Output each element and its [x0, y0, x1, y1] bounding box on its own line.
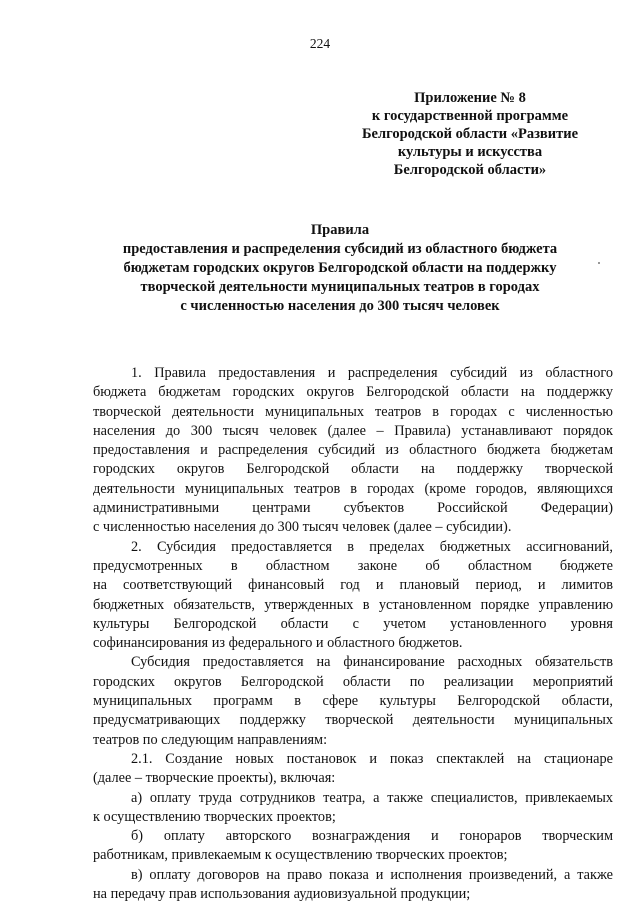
rules-title-line: творческой деятельности муниципальных театров в городах	[140, 279, 540, 295]
rules-title-line: предоставления и распределения субсидий из областного бюджета	[122, 241, 558, 257]
appendix-line: к государственной программе	[371, 108, 569, 124]
body-line: работникам, привлекаемым к осуществлению творческих проектов;	[93, 847, 508, 864]
body-line: городских округов Белгородской области по реализации мероприятий	[93, 673, 613, 690]
body-line: 2.1. Создание новых постановок и показ спектаклей на стационаре	[131, 750, 613, 767]
body-line: городских округов Белгородской области на поддержку творческой	[93, 461, 613, 478]
appendix-line: Приложение № 8	[414, 90, 526, 106]
body-line: с численностью населения до 300 тысяч человек (далее – субсидии).	[93, 519, 512, 536]
scan-artifact	[598, 262, 600, 264]
body-line: предоставления и распределения субсидий из областного бюджета бюджетам	[93, 442, 613, 459]
rules-title-line: с численностью населения до 300 тысяч человек	[180, 298, 500, 314]
appendix-line: культуры и искусства	[397, 144, 543, 160]
body-line: театров по следующим направлениям:	[93, 731, 328, 748]
body-line: административными центрами субъектов Российской Федерации)	[93, 500, 613, 517]
body-line: творческой деятельности муниципальных театров в городах с численностью	[93, 403, 613, 420]
body-line: в) оплату договоров на право показа и исполнения произведений, а также	[131, 866, 613, 883]
rules-title-line: Правила	[310, 222, 370, 238]
body-line: предусматривающих поддержку творческой деятельности муниципальных	[93, 712, 613, 729]
body-line: бюджетных обязательств, утвержденных в установленном порядке управлению	[93, 596, 613, 613]
body-line: муниципальных программ в сфере культуры Белгородской области,	[93, 693, 613, 710]
rules-title	[75, 221, 605, 316]
body-line: (далее – творческие проекты), включая:	[93, 770, 336, 787]
body-line: деятельности муниципальных театров в городах (кроме городов, являющихся	[93, 480, 613, 497]
body-line: 1. Правила предоставления и распределения субсидий из областного	[131, 365, 613, 381]
page-number: 224	[309, 36, 331, 51]
body-line: а) оплату труда сотрудников театра, а также специалистов, привлекаемых	[131, 789, 613, 806]
appendix-header	[330, 89, 610, 179]
appendix-line: Белгородской области «Развитие	[361, 126, 579, 142]
rules-title-line: бюджетам городских округов Белгородской области на поддержку	[123, 260, 557, 276]
body-line: б) оплату авторского вознаграждения и гонораров творческим	[131, 828, 613, 845]
body-line: на передачу прав использования аудиовизуальной продукции;	[93, 886, 471, 903]
body-line: бюджета бюджетам городских округов Белгородской области на поддержку	[93, 384, 613, 401]
body-line: 2. Субсидия предоставляется в пределах бюджетных ассигнований,	[131, 538, 613, 555]
body-line: предусмотренных в областном законе об областном бюджете	[93, 557, 613, 574]
body-text	[93, 364, 613, 904]
body-line: Субсидия предоставляется на финансирование расходных обязательств	[131, 654, 613, 671]
body-line: софинансирования из федерального и областного бюджетов.	[93, 635, 463, 652]
body-line: культуры Белгородской области с учетом установленного уровня	[93, 615, 613, 632]
body-line: населения до 300 тысяч человек (далее – Правила) устанавливают порядок	[93, 422, 613, 439]
body-line: к осуществлению творческих проектов;	[93, 808, 336, 825]
body-line: на соответствующий финансовый год и плановый период, и лимитов	[93, 577, 613, 594]
appendix-line: Белгородской области»	[393, 162, 547, 178]
